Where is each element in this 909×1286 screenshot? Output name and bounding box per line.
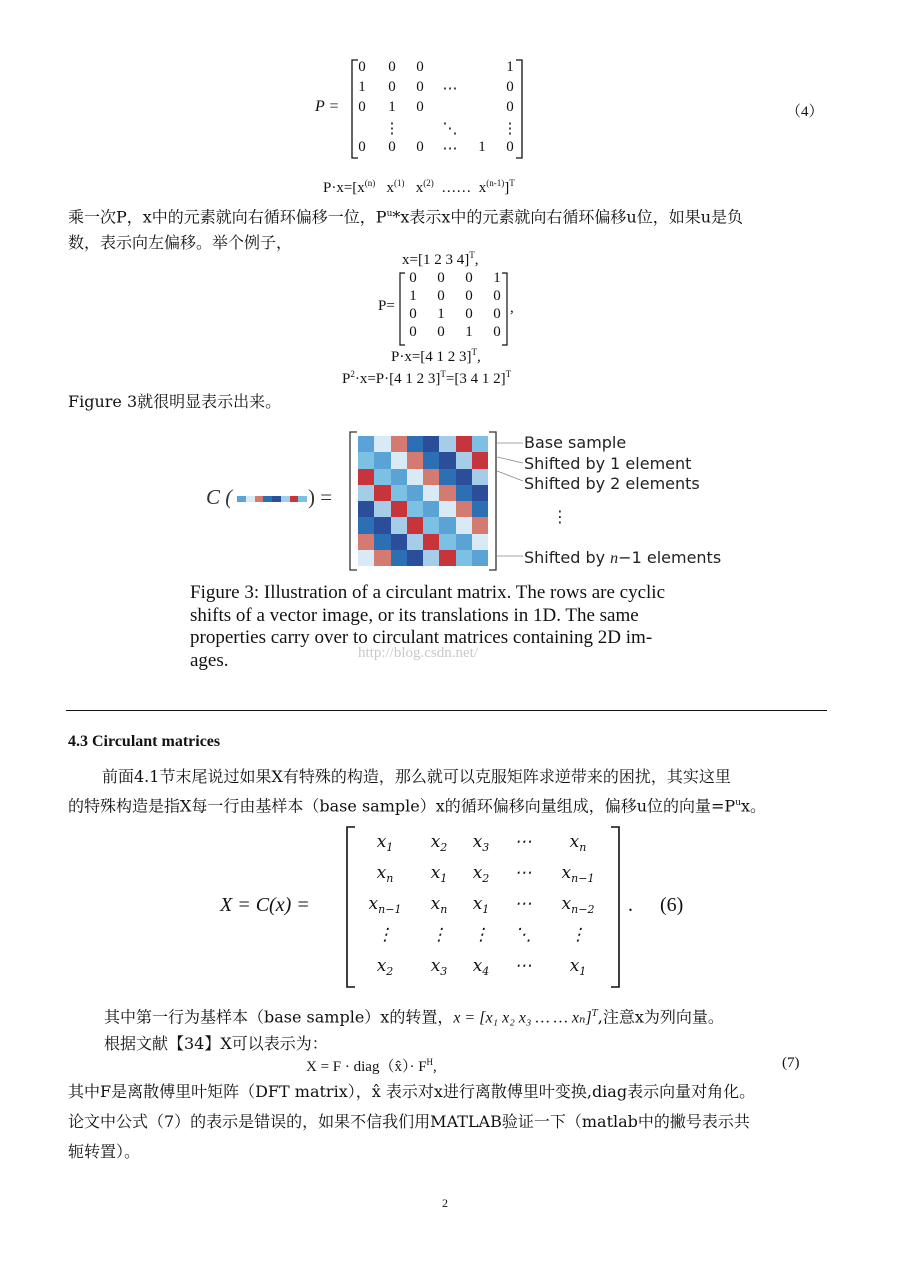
- circulant-cell: [456, 501, 472, 517]
- circulant-cell: [423, 452, 439, 468]
- eq6-cell-base: x: [561, 863, 572, 883]
- fig3-caption-line1: Figure 3: Illustration of a circulant matrix. The rows are cyclic: [190, 582, 666, 603]
- circulant-cell: [439, 517, 455, 533]
- closing-line3: 轭转置）。: [68, 1142, 141, 1161]
- circulant-cell: [391, 485, 407, 501]
- p2x-c: =[3 4 1 2]: [445, 371, 506, 387]
- eq6-cell-subscript: n: [386, 872, 394, 885]
- circulant-cell: [391, 534, 407, 550]
- circulant-cell: [423, 534, 439, 550]
- px-line: [323, 178, 515, 197]
- p2x-t1: T: [440, 369, 446, 379]
- circulant-cell: [472, 452, 488, 468]
- px-sup-n1: (n-1): [486, 178, 505, 188]
- circulant-cell: [456, 469, 472, 485]
- circulant-cell: [456, 485, 472, 501]
- eq6-cell-base: x: [472, 863, 483, 883]
- p-cell: 1: [493, 270, 501, 286]
- eq7-end: ,: [433, 1059, 437, 1075]
- circulant-cell: [358, 550, 374, 566]
- eq6-cell-subscript: 1: [386, 841, 394, 854]
- eq4-cell: 0: [358, 139, 366, 155]
- eq6-cell-subscript: 2: [386, 965, 394, 978]
- circulant-cell: [439, 550, 455, 566]
- circulant-cell: [358, 436, 374, 452]
- eq4-cell: 1: [388, 99, 396, 115]
- eq6-cell-subscript: 1: [482, 903, 490, 916]
- circulant-cell: [456, 517, 472, 533]
- x-def: x=[1 2 3 4]: [402, 252, 470, 268]
- circulant-cell: [423, 550, 439, 566]
- eq6-cell: [493, 925, 553, 945]
- circulant-cell: [407, 501, 423, 517]
- para1-line1: 乘一次P，x中的元素就向右循环偏移一位，P: [68, 207, 387, 227]
- p-cell: 0: [409, 324, 417, 340]
- eq6-cell-subscript: 2: [440, 841, 448, 854]
- eq4-cell: 0: [388, 59, 396, 75]
- circulant-cell: [472, 485, 488, 501]
- fig3-label-last-a: Shifted by: [524, 548, 606, 567]
- eq6-cell-subscript: 1: [579, 965, 587, 978]
- fig3-label-base: Base sample: [524, 433, 627, 452]
- after6-line1-end: ,注意x为列向量。: [597, 1007, 724, 1027]
- eq6-cell-base: x: [376, 832, 387, 852]
- circulant-cell: [407, 517, 423, 533]
- circulant-cell: [423, 469, 439, 485]
- circulant-cell: [407, 436, 423, 452]
- section-paragraph: [68, 764, 838, 819]
- eq6-cell-subscript: 1: [440, 872, 448, 885]
- eq6-cell: [548, 863, 608, 885]
- x-def-t: T: [469, 250, 475, 260]
- eq6-cell-base: x: [430, 956, 441, 976]
- fig3-caption-line4: ages.: [190, 649, 229, 671]
- circulant-cell: [407, 452, 423, 468]
- circulant-cell: [423, 436, 439, 452]
- eq4-cell: 0: [416, 139, 424, 155]
- px-sup-n: (n): [364, 178, 376, 188]
- circulant-cell: [358, 501, 374, 517]
- circulant-cell: [407, 550, 423, 566]
- section-p1-end: x。: [741, 796, 767, 816]
- closing-line2: 论文中公式（7）的表示是错误的，如果不信我们用MATLAB验证一下（matlab中的撇号表示共: [68, 1112, 750, 1131]
- eq6-cell-base: ⋮: [569, 925, 587, 945]
- fig3-c-label: C (: [206, 485, 233, 509]
- x-def-end: ,: [474, 252, 479, 268]
- eq4-cell: 0: [416, 99, 424, 115]
- eq7-h: H: [426, 1057, 434, 1067]
- circulant-cell: [472, 534, 488, 550]
- px-x1: x: [386, 180, 395, 196]
- circulant-cell: [374, 501, 390, 517]
- eq6-cell-base: x: [430, 832, 441, 852]
- fig3-caption-line3: properties carry over to circulant matrices containing 2D im-: [190, 627, 653, 648]
- p-cell: 0: [493, 306, 501, 322]
- eq6-cell: [355, 863, 415, 885]
- eq6-cell: [493, 832, 553, 852]
- circulant-cell: [439, 501, 455, 517]
- base-vector-cell: [246, 496, 255, 502]
- circulant-cell: [472, 517, 488, 533]
- eq6-cell: [355, 925, 415, 945]
- circulant-cell: [358, 452, 374, 468]
- circulant-cell: [439, 485, 455, 501]
- section-divider: [66, 710, 827, 711]
- eq4-cell: 1: [478, 139, 486, 155]
- example-p-matrix: [378, 270, 528, 346]
- eq6-cell-base: x: [569, 956, 580, 976]
- eq6-cell-base: ⋯: [514, 956, 532, 976]
- p2x-b: ·x=P·[4 1 2 3]: [354, 371, 441, 387]
- eq7-text: X = F · diag（x̂）· F: [306, 1059, 427, 1075]
- figure-reference: Figure 3就很明显表示出来。: [68, 392, 282, 411]
- fig3-label-last-n: n: [610, 550, 619, 567]
- p-cell: 0: [465, 288, 473, 304]
- equation-4: [300, 55, 820, 165]
- eq6-cell: [493, 956, 553, 976]
- p-end: ,: [510, 300, 514, 316]
- p-cell: 0: [493, 288, 501, 304]
- circulant-cell: [407, 485, 423, 501]
- circulant-cell: [391, 469, 407, 485]
- circulant-cell: [456, 452, 472, 468]
- eq6-cell-base: ⋮: [430, 925, 448, 945]
- eq6-cell-subscript: 4: [482, 965, 490, 978]
- px-close: ]: [504, 180, 510, 196]
- base-vector-cell: [237, 496, 246, 502]
- fig3-label-vdots: ⋮: [552, 507, 568, 526]
- eq6-cell-base: x: [472, 956, 483, 976]
- eq4-cell: 0: [358, 59, 366, 75]
- eq4-cell: ⋯: [442, 141, 458, 157]
- p-cell: 0: [437, 270, 445, 286]
- eq6-cell: [548, 894, 608, 916]
- base-vector-cell: [263, 496, 272, 502]
- eq6-cell: [548, 956, 608, 978]
- circulant-cell: [391, 550, 407, 566]
- eq6-cell-base: x: [569, 832, 580, 852]
- p-right-bracket: [501, 272, 509, 346]
- circulant-cell: [456, 550, 472, 566]
- equation-6: [215, 822, 695, 992]
- p-cell: 0: [409, 306, 417, 322]
- circulant-cell: [439, 436, 455, 452]
- base-vector-cell: [298, 496, 307, 502]
- p-cell: 0: [437, 324, 445, 340]
- circulant-cell: [423, 485, 439, 501]
- px-sup-2: (2): [423, 178, 434, 188]
- eq6-cell: [548, 832, 608, 854]
- fig3-label-shift1: Shifted by 1 element: [524, 454, 692, 473]
- eq6-cell-subscript: n−1: [378, 903, 402, 916]
- closing-paragraph: [68, 1079, 838, 1165]
- after6-math: x = [x₁ x₂ x₃ … … xₙ]: [453, 1009, 592, 1027]
- eq4-cell: ⋮: [502, 121, 518, 137]
- after-eq6: [68, 1001, 838, 1057]
- eq6-cell-subscript: n: [440, 903, 448, 916]
- paragraph-1: [68, 201, 838, 256]
- figure-3: [190, 425, 760, 680]
- circulant-cell: [374, 534, 390, 550]
- eq6-cell-base: x: [430, 894, 441, 914]
- circulant-cell: [423, 517, 439, 533]
- section-p1-line2: 的特殊构造是指X每一行由基样本（base sample）x的循环偏移向量组成，偏移u位的向量=P: [68, 796, 736, 816]
- circulant-cell: [439, 534, 455, 550]
- fig3-circulant-grid: [358, 436, 488, 566]
- circulant-cell: [358, 517, 374, 533]
- eq4-cell: 0: [416, 79, 424, 95]
- after6-line2: 根据文献【34】X可以表示为：: [104, 1034, 328, 1054]
- fig3-label-last: [524, 548, 721, 568]
- circulant-cell: [391, 452, 407, 468]
- circulant-cell: [391, 436, 407, 452]
- circulant-cell: [374, 517, 390, 533]
- circulant-cell: [407, 534, 423, 550]
- eq6-cell-base: x: [472, 832, 483, 852]
- eq4-right-bracket: [514, 59, 524, 159]
- eq6-cell: [493, 894, 553, 914]
- eq6-cell-subscript: n−2: [571, 903, 595, 916]
- p-cell: 0: [409, 270, 417, 286]
- eq6-cell-base: x: [472, 894, 483, 914]
- eq6-number: (6): [660, 894, 684, 916]
- after6-line1: 其中第一行为基样本（base sample）x的转置，: [104, 1007, 454, 1027]
- fig3-caption-line2: shifts of a vector image, or its translations in 1D. The same: [190, 604, 639, 626]
- base-vector-cell: [281, 496, 290, 502]
- para1-line2: 数，表示向左偏移。举个例子，: [68, 233, 293, 253]
- example-px: [391, 347, 481, 366]
- p-cell: 1: [465, 324, 473, 340]
- eq6-cell-base: ⋮: [472, 925, 490, 945]
- base-vector-cell: [255, 496, 264, 502]
- circulant-cell: [374, 485, 390, 501]
- circulant-cell: [439, 469, 455, 485]
- eq4-lhs: P =: [315, 98, 340, 115]
- p-cell: 0: [465, 270, 473, 286]
- p2x-t2: T: [505, 369, 512, 379]
- circulant-cell: [374, 550, 390, 566]
- px-dots: ……: [441, 180, 472, 196]
- px-result-t: T: [471, 347, 478, 357]
- eq4-cell: 0: [506, 99, 514, 115]
- circulant-cell: [374, 469, 390, 485]
- eq4-cell: 0: [388, 139, 396, 155]
- eq6-cell-subscript: 3: [440, 965, 448, 978]
- eq6-cell-base: x: [561, 894, 572, 914]
- section-p1-u: u: [735, 798, 741, 808]
- px-text: P·x=[x: [323, 180, 365, 196]
- circulant-cell: [358, 469, 374, 485]
- page-number: 2: [442, 1196, 448, 1210]
- eq7-number: (7): [782, 1055, 800, 1071]
- eq6-cell-base: x: [376, 956, 387, 976]
- fig3-label-shift2: Shifted by 2 elements: [524, 474, 700, 493]
- eq4-cell: 1: [506, 59, 514, 75]
- px-sup-1: (1): [394, 178, 405, 188]
- p2x-sq: 2: [350, 369, 355, 379]
- px-x2: x: [415, 180, 424, 196]
- px-x3: x: [478, 180, 487, 196]
- fig3-label-last-rest: −1 elements: [618, 548, 722, 567]
- eq6-cell: [355, 832, 415, 854]
- eq4-cell: 1: [358, 79, 366, 95]
- eq4-cell: 0: [388, 79, 396, 95]
- eq6-cell-subscript: 3: [482, 841, 490, 854]
- eq6-cell-subscript: 2: [482, 872, 490, 885]
- circulant-cell: [472, 501, 488, 517]
- px-result: P·x=[4 1 2 3]: [391, 349, 472, 365]
- circulant-cell: [358, 534, 374, 550]
- eq6-cell-base: ⋱: [514, 925, 532, 945]
- eq6-cell-subscript: n−1: [571, 872, 595, 885]
- circulant-cell: [374, 436, 390, 452]
- eq6-cell-subscript: n: [579, 841, 587, 854]
- para1-line1b: *x表示x中的元素就向右循环偏移u位，如果u是负: [392, 207, 744, 227]
- px-result-end: ,: [477, 349, 481, 365]
- eq6-cell: [493, 863, 553, 883]
- section-title: 4.3 Circulant matrices: [68, 733, 221, 750]
- base-vector-cell: [290, 496, 299, 502]
- p-cell: 1: [437, 306, 445, 322]
- equation-7: [306, 1055, 437, 1076]
- example-x-def: [402, 250, 478, 269]
- fig3-left-bracket: [348, 431, 358, 571]
- p-cell: 0: [437, 288, 445, 304]
- p-cell: 0: [493, 324, 501, 340]
- eq6-right-bracket: [609, 826, 621, 988]
- eq6-cell: [355, 894, 415, 916]
- eq6-cell-base: ⋯: [514, 832, 532, 852]
- eq6-cell-base: x: [376, 863, 387, 883]
- circulant-cell: [456, 534, 472, 550]
- circulant-cell: [391, 501, 407, 517]
- eq6-cell-base: x: [368, 894, 379, 914]
- eq6-lhs: X = C(x) =: [220, 894, 310, 916]
- circulant-cell: [407, 469, 423, 485]
- eq4-cell: 0: [416, 59, 424, 75]
- p-cell: 0: [465, 306, 473, 322]
- eq6-cell-base: ⋯: [514, 863, 532, 883]
- base-vector-cell: [272, 496, 281, 502]
- eq6-cell-base: ⋯: [514, 894, 532, 914]
- para1-sup-u: u: [386, 209, 393, 219]
- after6-math-t: T: [591, 1009, 598, 1019]
- eq4-number: （4）: [786, 104, 824, 120]
- circulant-cell: [374, 452, 390, 468]
- p2x-a: P: [342, 371, 351, 387]
- example-p2x: [342, 369, 511, 388]
- px-sup-t: T: [509, 178, 515, 188]
- eq6-cell: [548, 925, 608, 945]
- circulant-cell: [391, 517, 407, 533]
- circulant-cell: [472, 550, 488, 566]
- p-lhs: P=: [378, 298, 395, 314]
- eq4-cell: ⋱: [442, 121, 458, 137]
- circulant-cell: [423, 501, 439, 517]
- eq4-cell: ⋮: [384, 121, 400, 137]
- circulant-cell: [439, 452, 455, 468]
- fig3-base-vector: [237, 496, 307, 502]
- circulant-cell: [472, 436, 488, 452]
- eq4-cell: 0: [506, 139, 514, 155]
- closing-line1: 其中F是离散傅里叶矩阵（DFT matrix），x̂ 表示对x进行离散傅里叶变换,diag表示向量对角化。: [68, 1082, 756, 1101]
- eq6-cell-base: ⋮: [376, 925, 394, 945]
- fig3-close-eq: ) =: [308, 485, 333, 509]
- eq4-cell: ⋯: [442, 81, 458, 97]
- section-p1-line1: 前面4.1节末尾说过如果X有特殊的构造，那么就可以克服矩阵求逆带来的困扰，其实这里: [102, 767, 731, 786]
- fig3-leader-lines: [495, 435, 525, 565]
- eq6-cell-base: x: [430, 863, 441, 883]
- eq4-cell: 0: [358, 99, 366, 115]
- eq4-cell: 0: [506, 79, 514, 95]
- circulant-cell: [472, 469, 488, 485]
- p-cell: 1: [409, 288, 417, 304]
- watermark: http://blog.csdn.net/: [358, 645, 478, 661]
- circulant-cell: [358, 485, 374, 501]
- eq6-cell: [355, 956, 415, 978]
- circulant-cell: [456, 436, 472, 452]
- eq6-end: .: [628, 894, 633, 916]
